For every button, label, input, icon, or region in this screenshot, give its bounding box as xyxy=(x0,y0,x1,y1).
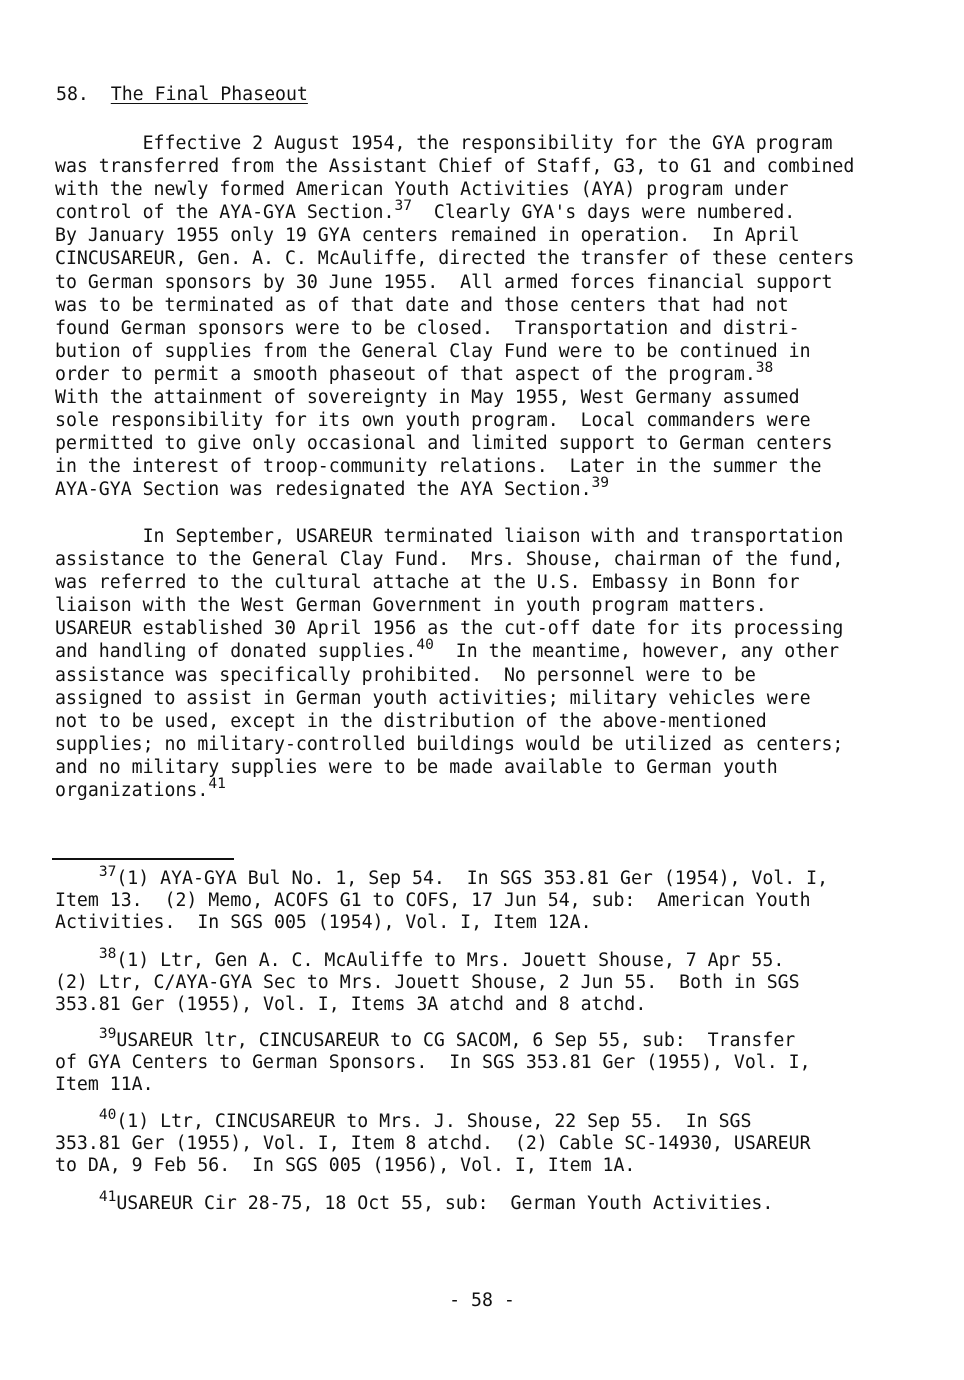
body-paragraph xyxy=(55,525,843,802)
footnote-line: USAREUR Cir 28-75, 18 Oct 55, sub: German Youth Activities. xyxy=(116,1193,774,1214)
footnote-38 xyxy=(55,945,800,1016)
page-number: - 58 - xyxy=(449,1290,515,1311)
text-line: and handling of donated supplies. xyxy=(55,641,417,663)
text-line: assigned to assist in German youth activities; military vehicles were xyxy=(55,687,811,709)
footnote-line: Item 11A. xyxy=(55,1074,154,1095)
footnote-40 xyxy=(55,1106,811,1177)
footnote-line: 353.81 Ger (1955), Vol. I, Item 8 atchd. (2) Cable SC-14930, USAREUR xyxy=(55,1133,811,1154)
footnote-number: 38 xyxy=(98,945,117,962)
text-line: permitted to give only occasional and limited support to German centers xyxy=(55,433,833,455)
text-line: assistance to the General Clay Fund. Mrs. Shouse, chairman of the fund, xyxy=(55,549,844,571)
text-line: assistance was specifically prohibited. No personnel were to be xyxy=(55,664,756,686)
footnote-number: 41 xyxy=(98,1188,117,1205)
text-line: not to be used, except in the distribution of the above-mentioned xyxy=(55,710,767,732)
text-line: organizations. xyxy=(55,780,209,802)
text-line: In September, USAREUR terminated liaison with and transportation xyxy=(55,526,844,547)
footnote-41 xyxy=(55,1188,774,1215)
footnote-divider xyxy=(52,858,234,860)
text-line: was to be terminated as of that date and those centers that had not xyxy=(55,294,789,316)
footnote-ref: 40 xyxy=(416,636,434,654)
footnote-number: 37 xyxy=(98,863,117,880)
section-title: The Final Phaseout xyxy=(110,84,308,105)
text-line: in the interest of troop-community relations. Later in the summer the xyxy=(55,456,822,478)
footnote-ref: 39 xyxy=(591,474,610,492)
text-line: with the newly formed American Youth Activities (AYA) program under xyxy=(55,179,789,201)
footnote-line: (2) Ltr, C/AYA-GYA Sec to Mrs. Jouett Shouse, 2 Jun 55. Both in SGS xyxy=(55,972,800,993)
text-line: By January 1955 only 19 GYA centers remained in operation. In April xyxy=(55,225,800,247)
footnote-39 xyxy=(55,1025,811,1096)
text-line: was transferred from the Assistant Chief of Staff, G3, to G1 and combined xyxy=(55,156,855,178)
footnote-line: of GYA Centers to German Sponsors. In SGS 353.81 Ger (1955), Vol. I, xyxy=(55,1052,811,1073)
footnote-line: 353.81 Ger (1955), Vol. I, Items 3A atchd and 8 atchd. xyxy=(55,994,647,1015)
footnote-line: (1) Ltr, CINCUSAREUR to Mrs. J. Shouse, 22 Sep 55. In SGS xyxy=(116,1111,752,1132)
text-line: Effective 2 August 1954, the responsibility for the GYA program xyxy=(55,133,833,154)
text-line: AYA-GYA Section was redesignated the AYA Section. xyxy=(55,479,592,501)
text-line: sole responsibility for its own youth program. Local commanders were xyxy=(55,410,811,432)
footnote-line: USAREUR ltr, CINCUSAREUR to CG SACOM, 6 Sep 55, sub: Transfer xyxy=(116,1030,796,1051)
text-line: CINCUSAREUR, Gen. A. C. McAuliffe, directed the transfer of these centers xyxy=(55,248,855,270)
footnote-line: (1) Ltr, Gen A. C. McAuliffe to Mrs. Jouett Shouse, 7 Apr 55. xyxy=(116,950,785,971)
footnote-ref: 41 xyxy=(208,775,226,793)
text-line: supplies; no military-controlled buildings would be utilized as centers; xyxy=(55,733,844,755)
text-line: to German sponsors by 30 June 1955. All armed forces financial support xyxy=(55,271,833,293)
footnote-37 xyxy=(55,863,829,934)
text-line: bution of supplies from the General Clay Fund were to be continued in xyxy=(55,340,811,362)
footnote-line: (1) AYA-GYA Bul No. 1, Sep 54. In SGS 353.81 Ger (1954), Vol. I, xyxy=(116,868,829,889)
footnote-number: 39 xyxy=(98,1025,117,1042)
text-line: order to permit a smooth phaseout of that aspect of the program. xyxy=(55,363,756,385)
section-heading xyxy=(56,84,308,105)
footnote-ref: 37 xyxy=(394,197,412,215)
footnote-line: to DA, 9 Feb 56. In SGS 005 (1956), Vol. I, Item 1A. xyxy=(55,1155,636,1176)
text-line: control of the AYA-GYA Section. xyxy=(55,202,395,224)
text-line: liaison with the West German Government in youth program matters. xyxy=(55,595,767,617)
section-number: 58. xyxy=(56,84,89,105)
text-line: In the meantime, however, any other xyxy=(433,641,840,663)
footnote-ref: 38 xyxy=(755,358,774,376)
text-line: and no military supplies were to be made available to German youth xyxy=(55,756,778,778)
body-paragraph xyxy=(55,132,854,502)
text-line: was referred to the cultural attache at the U.S. Embassy in Bonn for xyxy=(55,572,800,594)
footnote-number: 40 xyxy=(98,1106,117,1123)
footnote-line: Item 13. (2) Memo, ACOFS G1 to COFS, 17 Jun 54, sub: American Youth xyxy=(55,890,811,911)
footnote-line: Activities. In SGS 005 (1954), Vol. I, Item 12A. xyxy=(55,912,592,933)
text-line: Clearly GYA's days were numbered. xyxy=(411,202,796,224)
text-line: With the attainment of sovereignty in May 1955, West Germany assumed xyxy=(55,387,800,409)
text-line: USAREUR established 30 April 1956 as the cut-off date for its processing xyxy=(55,618,844,640)
text-line: found German sponsors were to be closed. Transportation and distri- xyxy=(55,317,800,339)
